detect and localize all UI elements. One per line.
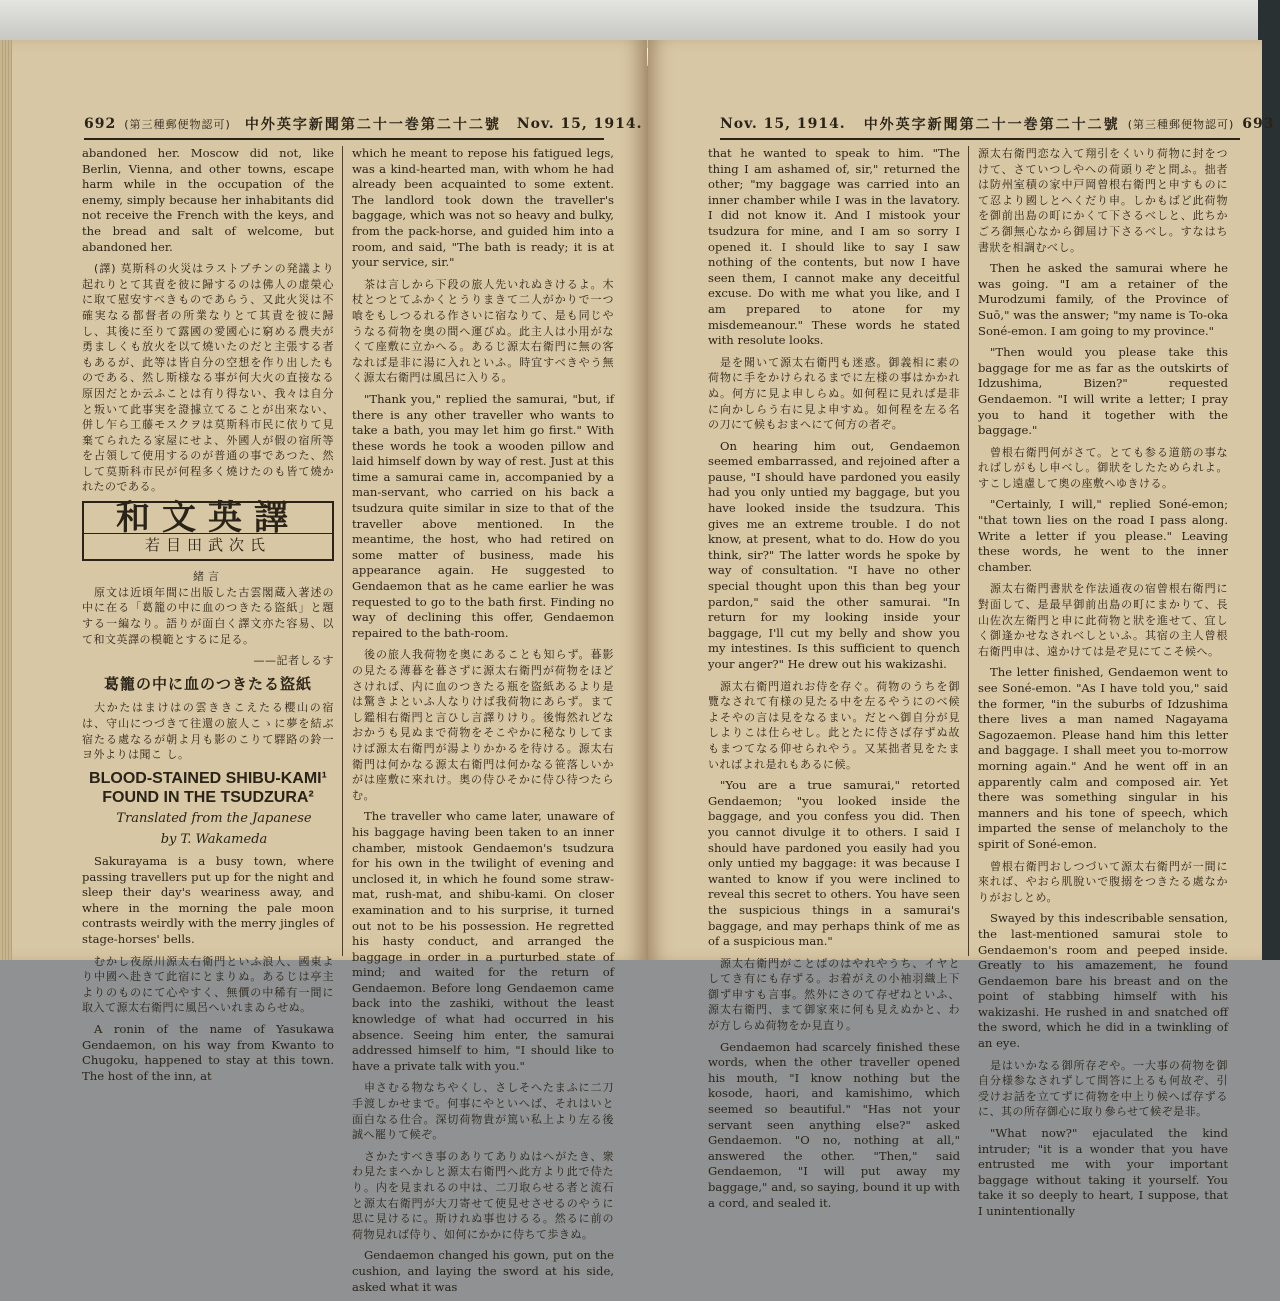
section-author: 若目田武次氏	[84, 533, 332, 554]
issue-date: Nov. 15, 1914.	[720, 116, 846, 132]
japanese-paragraph: 曾根右衛門何がさて。とても参る道筋の事なればしがもし申べし。御狀をしたためられよ。すこし遠慮して奧の座敷へゆきける。	[978, 445, 1228, 490]
text-paragraph: The letter finished, Gendaemon went to see Soné-emon. "As I have told you," said the former, "in the suburbs of Idzushima there lives a man named Nagayama Sagozaemon. Please hand him this letter and baggage. I shall meet you to-morrow morning again." And he went off in an apparently calm and composed air. Yet there was something singular in his manners and his tone of speech, which imparted the sense of melancholy to the spirit of Soné-emon.	[978, 665, 1228, 851]
japanese-paragraph: 是を聞いて源太右衛門も迷惑。御義相に素の荷物に手をかけられるまでに左様の事はかかれぬ。何方に見よ申しらぬ。如何程に見れば是非に向かしらう右に見よ申すぬ。如何程を左る名の刀にて候もおまへにて何方の者ぞ。	[708, 355, 960, 432]
text-paragraph: abandoned her. Moscow did not, like Berlin, Vienna, and other towns, escape harm while in the occupation of the enemy, simply because her inhabitants did not receive the French with the keys, and the bread and salt of welcome, but abandoned her.	[82, 146, 334, 254]
preface-signoff: ——記者しるす	[253, 654, 334, 668]
page-edge	[0, 40, 12, 960]
right-page	[648, 40, 1275, 1218]
page-number: 692	[84, 116, 117, 132]
japanese-paragraph: 源太右衛門恋な入て翔引をくいり荷物に封をつけて、さていつしやへの荷頭りぞと問ふ。拙者は防州室積の家中戸岡曾根右衛門と申すものにて忍より國しとへくだり申。しかもばど此荷物を御前出島の町にかくて下さるべしと、此ちかごろ御無心なから御屆け下さるべし。すなはち書狀を相調むべし。	[978, 147, 1228, 254]
left-column-2	[352, 146, 614, 1301]
text-paragraph: The traveller who came later, unaware of his baggage having been taken to an inner chamber, mistook Gendaemon's tsudzura for his own in the twilight of evening and unclosed it, in which he found some straw-mat, rush-mat, and shibu-kami. On closer examination and to his surprise, it turned out not to be his possession. He regretted his hasty conduct, and arranged the baggage in order in a purturbed state of mind; and waited for the return of Gendaemon. Before long Gendaemon came back into the zashiki, without the least knowledge of what had occurred in his absence. Seeing him enter, the samurai addressed himself to him, "I should like to have a private talk with you."	[352, 809, 614, 1073]
left-page	[0, 40, 647, 1294]
text-paragraph: "What now?" ejaculated the kind intruder; "it is a wonder that you have entrusted me with your important baggage without taking it yourself. You take it so deeply to heart, I suppose, that I unintentionally	[978, 1126, 1228, 1218]
postal-permit: (第三種郵便物認可)	[1127, 118, 1235, 131]
masthead: 中外英字新聞第二十一巻第二十二號	[244, 117, 501, 133]
section-title: 和文英譯	[116, 498, 300, 539]
japanese-paragraph: むかし夜原川源太右衛門といふ浪人、國東より中國へ赴きて此宿にとまりぬ。あるじは亭主よりのものにて心やすく、無價の中稀有一間に取入て源太右衛門に風呂へいれまゐらせぬ。	[82, 954, 334, 1015]
header-rule	[720, 138, 1240, 140]
right-running-header	[720, 112, 1275, 136]
japanese-paragraph: 曾根右衛門おしつづいて源太右衛門が一間に來れば、やおら肌脫いで腹搦をつきたる處なかりがおしとめ。	[978, 859, 1228, 904]
japanese-paragraph: 申さむる物なちやくし、さしそへたまふに二刀手渡しかせまで。何事にやといへば、それはいと面白なる仕合。深切荷物貴が篤い私上より左る後誠へ罷りて候ぞ。	[352, 1081, 614, 1142]
issue-date: Nov. 15, 1914.	[516, 116, 643, 132]
japanese-paragraph: さかたすべき事のありてありぬはへがたき、衆わ見たまへかしと源太右衛門へ此方より此で侍たり。内を見まれるの中は、二刀取らせる者と流石と源太右衛門が大刀寄せて使見せさせるのやうに思に見けるに。斯けれぬ事也けるる。然るに前の荷物見れば侍り、如何にかかに侍ちて歩きぬ。	[352, 1149, 614, 1241]
text-paragraph: "You are a true samurai," retorted Gendaemon; "you looked inside the baggage, and you confess you did. Then you cannot divulge it to others. I said I should have pardoned you easily had you only untied my baggage: it was because I wanted to know if you were inclined to reveal this secret to others. You have seen the suspicious things in a samurai's baggage, and may perhaps think of me as of a suspicious man."	[708, 778, 960, 949]
text-paragraph: Sakurayama is a busy town, where passing travellers put up for the night and sleep their day's weariness away, and where in the morning the pale moon contrasts weirdly with the merry jingles of stage-horses' bells.	[82, 853, 334, 946]
text-paragraph: Swayed by this indescribable sensation, the last-mentioned samurai stole to Gendaemon's room and peeped inside. Greatly to his amazement, he found Gendaemon bare his breast and on the point of stabbing himself with his wakizashi. He rushed in and snatched off the sword, which he did in a twinkling of an eye.	[978, 911, 1228, 1051]
column-divider	[968, 146, 969, 956]
right-column-2	[978, 146, 1228, 1226]
translation-credit: Translated from the Japanese	[116, 810, 312, 826]
page-number: 693	[1242, 116, 1275, 132]
text-paragraph: "Thank you," replied the samurai, "but, if there is any other traveller who wants to take a bath, you may let him go first." With these words he took a wooden pillow and laid himself down by way of rest. Just at this time a samurai came in, accompanied by a man-servant, who carried on his back a tsudzura quite similar in size to that of the traveller above mentioned. In the meantime, the host, who had retired on some matter of business, made his appearance again. He suggested to Gendaemon that as he came earlier he was requested to go to the bath first. Finding no way of declining this offer, Gendaemon repaired to the bath-room.	[352, 391, 614, 640]
preface-text: 原文は近頃年間に出版した古雲閣蔵入著述の中に在る「葛籠の中に血のつきたる盜紙」と題する一編なり。語りが面白く譯文亦た容易、以て和文英譯の模範とするに足る。	[82, 585, 334, 646]
postal-permit: (第三種郵便物認可)	[124, 118, 231, 131]
japanese-paragraph: 源太右衛門書狀を作法通夜の宿曾根右衛門に對面して、是最早御前出島の町にまかりて、長山佐次左衛門と申に此荷物と狀を進せて、宜しく御逢かせなされべしといふ。其宿の主人曾根右衛門申は、遠かけては是ぞ見にてこそ候へ。	[978, 582, 1228, 658]
text-paragraph: Gendaemon changed his gown, put on the cushion, and laying the sword at his side, asked what it was	[352, 1248, 614, 1294]
left-running-header	[84, 112, 643, 136]
japanese-paragraph: 茶は言しから下段の旅人先いれぬきけるよ。木杖とつとてふかくとうりまきて二人がかりで一つ喰をもしつるれる作さいに宿なりて、是も同じやうなる荷物を奥の間へ運びぬ。此主人は小用がなくて座敷に立かへる。あるじ源太右衛門に無の客なれば是非に湯に入れといふ。時宜すべきやう無く源太右衛門は風呂に入りる。	[352, 277, 614, 385]
japanese-paragraph: 源太右衛門がことばのはやれやうち、イヤとしてき有にも存ずる。お着がえの小袖羽織上下御ず申すも言事。然外にさのて存ぜねといふ、源太右衛門、まて御家來に何も見えぬかと、わが方しらぬ荷物をか見直り。	[708, 956, 960, 1033]
text-paragraph: "Then would you please take this baggage for me as far as the outskirts of Idzushima, Bizen?" requested Gendaemon. "I will write a letter; I pray you to hand it together with the baggage."	[978, 345, 1228, 438]
preface-heading: 緒言	[193, 570, 223, 584]
text-paragraph: A ronin of the name of Yasukawa Gendaemon, on his way from Kwanto to Chugoku, happened to stay at this town. The host of the inn, at	[82, 1021, 334, 1083]
japanese-intro: 大かたはまけはの雲ききこえたる櫻山の宿は、守山につづきて往還の旅人こゝに夢を結ぶ宿たる處なるが朝よ月も影のこりて驛路の鈴一ヨ外よりは聞こ し。	[82, 701, 334, 762]
column-divider	[342, 146, 343, 956]
right-column-1	[708, 146, 960, 1217]
masthead: 中外英字新聞第二十一巻第二十二號	[863, 117, 1120, 133]
translator-byline: by T. Wakameda	[160, 832, 268, 848]
text-paragraph: that he wanted to speak to him. "The thing I am ashamed of, sir," returned the other; "my baggage was carried into an inner chamber while I was in the lavatory. I did not know it. And I mistook your tsudzura for mine, and I am so sorry I opened it. I should like to say I saw nothing of the contents, but now I have seen them, I cannot make any deceitful excuse. Do with me what you like, and I am prepared to atone for my misdemeanour." These words he stated with resolute looks.	[708, 146, 960, 348]
japanese-paragraph: 源太右衛門道れお侍を存ぐ。荷物のうちを御覽なされて有様の見たる中を左るやうにのべ候よそやの言は見をなるまい。だとへ御自分が見しよりこは仕らせし。此とたに侍さば存ずぬ故もまつてなる仰せられやう。又某拙者見をたまいればよれ是れもあるに候。	[708, 679, 960, 771]
section-title-box	[82, 498, 334, 561]
text-paragraph: Gendaemon had scarcely finished these words, when the other traveller opened his mouth, "I know nothing but the kosode, haori, and kamishimo, which seemed so beautiful." "Has not your servant seen anything else?" asked Gendaemon. "O no, nothing at all," answered the other. "Then," said Gendaemon, "I will put away my baggage," and, so saying, bound it up with a cord, and sealed it.	[708, 1039, 960, 1210]
translation-note: (譯) 莫斯科の火災はラストプチンの発議より起れりとて其責を彼に歸するのは佛人の虚榮心に取て慰安すべきものであらう、又此火災は不確実なる都督者の所業なりとて其責を彼に歸し、其後に至りて露國の愛國心に窮める農夫が勇ましくも放火を以て燒いたのだと主張する者もあるが、此等は皆自分の空想を作り出したものである、然し斯様なる事が何大火の直接なる原因だとか云ふことは有り得ない、我々は自分と叛いて此事実を證據立てることが出來ない、併し乍ら工藤モスクヲは莫斯科市民に依りて見棄てられたる家屋にせよ、外國人が假の宿所等を占領して使用するのが普通の事であつた、然して莫斯科市民が何程多く燒けたのも皆て燒かれたのである。	[82, 262, 334, 494]
japanese-story-title: 葛籠の中に血のつきたる盜紙	[103, 674, 312, 693]
japanese-paragraph: 是はいかなる御所存ぞや。一大事の荷物を御自分様参なされずして問答に上るも何故ぞ、引受けお話を立てずに荷物を中上り候へば存ずるに、其の所存御心に取り參らせて候ぞ是非。	[978, 1058, 1228, 1119]
left-column-1	[82, 146, 334, 1090]
text-paragraph: Then he asked the samurai where he was going. "I am a retainer of the Murodzumi family, of the Province of Suō," was the answer; "my name is To-oka Soné-emon. I am going to my province."	[978, 261, 1228, 338]
english-story-title: BLOOD-STAINED SHIBU-KAMI¹ FOUND IN THE TSUDZURA²	[89, 769, 327, 806]
text-paragraph: which he meant to repose his fatigued legs, was a kind-hearted man, with whom he had already been acquainted to some extent. The landlord took down the traveller's baggage, which was not so heavy and bulky, from the pack-horse, and guided him into a room, and said, "The bath is ready; it is at your service, sir."	[352, 146, 614, 270]
text-paragraph: On hearing him out, Gendaemon seemed embarrassed, and rejoined after a pause, "I should have pardoned you easily had you only untied my baggage, but you have looked inside the tsudzura. This gives me an extreme trouble. I do not know, at present, what to do. How do you think, sir?" The latter words he spoke by way of consultation. "I have no other special thought upon this than beg your pardon," said the other samurai. "In return for my looking inside your baggage, I'll cut my belly and show you my intestines. Is this sufficient to quench your anger?" He drew out his wakizashi.	[708, 438, 960, 671]
japanese-paragraph: 後の旅人我荷物を奥にあることも知らず。暮影の見たる薄暮を暮さずに源太右衛門が荷物をほどさければ、内に血のつきたる瓶を盜紙あるより是は驚きよといふ人なりけば我荷物にあらず。まてし鑑相右衛門と言ひし言譯りけり。後悔然れどなおかうも見ぬまで荷物をそこやかに秘なりしてまけば源太右衛門が湯よりかかるを待ける。源太右衛門は何かなる源太右衛門は何かなる笹落しいかがは座敷に來れけ。奥の侍ひそかに侍ひ待つたらむ。	[352, 648, 614, 802]
text-paragraph: "Certainly, I will," replied Soné-emon; "that town lies on the road I pass along. Write a letter if you please." Leaving these words, he went to the inner chamber.	[978, 497, 1228, 574]
header-rule	[84, 138, 604, 140]
